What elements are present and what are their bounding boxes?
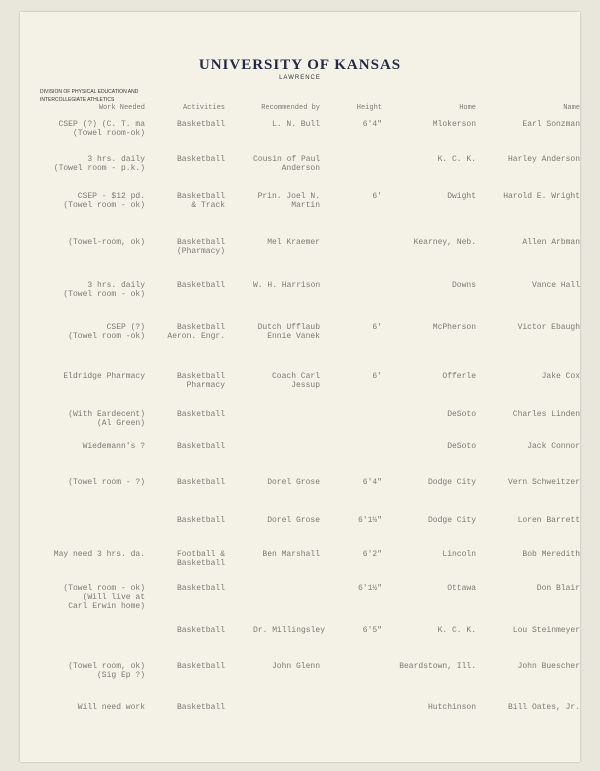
cell-work-needed: (Towel room, ok) (Sig Ep ?) (68, 662, 145, 680)
cell-recommended-by: Dr. Millingsley (253, 626, 326, 635)
table-row (20, 662, 580, 692)
document-page (20, 12, 580, 762)
cell-height: 6' (372, 323, 382, 332)
table-row (20, 410, 580, 440)
header-height: Height (356, 104, 382, 112)
cell-home: Ottawa (447, 584, 476, 593)
cell-work-needed: (Towel room - ok) (Will live at Carl Erwin home) (63, 584, 145, 611)
cell-work-needed: May need 3 hrs. da. (53, 550, 145, 559)
cell-name: John Buescher (517, 662, 580, 671)
cell-home: Beardstown, Ill. (399, 662, 476, 671)
cell-name: Harold E. Wright (503, 192, 580, 201)
cell-home: Dwight (447, 192, 476, 201)
cell-activities: Basketball & Track (176, 192, 225, 210)
table-row (20, 192, 580, 222)
cell-activities: Basketball (176, 410, 225, 419)
cell-home: Offerle (442, 372, 476, 381)
cell-home: Hutchinson (427, 703, 476, 712)
cell-recommended-by: Cousin of Paul Anderson (253, 155, 321, 173)
cell-activities: Basketball (176, 626, 225, 635)
cell-activities: Basketball (Pharmacy) (176, 238, 225, 256)
cell-recommended-by: Ben Marshall (262, 550, 320, 559)
table-row (20, 550, 580, 580)
cell-recommended-by: Dutch Ufflaub Ennie Vanek (257, 323, 320, 341)
cell-activities: Basketball (176, 662, 225, 671)
table-row (20, 626, 580, 656)
table-row (20, 584, 580, 614)
cell-activities: Basketball (176, 120, 225, 129)
table-row (20, 120, 580, 150)
cell-home: Mlokerson (432, 120, 476, 129)
cell-activities: Basketball (176, 703, 225, 712)
cell-home: DeSoto (447, 442, 476, 451)
cell-work-needed: (Towel-room, ok) (68, 238, 145, 247)
cell-work-needed: Will need work (77, 703, 145, 712)
cell-name: Allen Arbman (522, 238, 580, 247)
cell-name: Earl Sonzman (522, 120, 580, 129)
cell-height: 6'4" (362, 120, 382, 129)
table-row (20, 703, 580, 733)
cell-height: 6'4" (362, 478, 382, 487)
cell-recommended-by: John Glenn (271, 662, 320, 671)
cell-activities: Basketball (176, 442, 225, 451)
header-work: Work Needed (98, 104, 145, 112)
cell-name: Lou Steinmeyer (512, 626, 580, 635)
city-label: LAWRENCE (279, 75, 321, 81)
cell-activities: Basketball (176, 516, 225, 525)
header-recommended: Recommended by (261, 104, 320, 112)
cell-work-needed: CSEP (?) (C. T. ma (Towel room-ok) (58, 120, 145, 138)
cell-work-needed: 3 hrs. daily (Towel room - p.k.) (53, 155, 145, 173)
cell-name: Bill Oates, Jr. (507, 703, 580, 712)
cell-recommended-by: Dorel Grose (267, 478, 320, 487)
cell-activities: Basketball (176, 584, 225, 593)
cell-name: Loren Barrett (517, 516, 580, 525)
cell-recommended-by: Coach Carl Jessup (271, 372, 320, 390)
cell-home: Kearney, Neb. (413, 238, 476, 247)
table-row (20, 372, 580, 402)
cell-home: Dodge City (427, 516, 476, 525)
cell-work-needed: 3 hrs. daily (Towel room - ok) (63, 281, 145, 299)
table-row (20, 323, 580, 353)
division-line-2: INTERCOLLEGIATE ATHLETICS (40, 97, 115, 103)
cell-home: Dodge City (427, 478, 476, 487)
table-row (20, 516, 580, 546)
header-home: Home (459, 104, 476, 112)
cell-work-needed: (Towel room - ?) (68, 478, 145, 487)
cell-home: Lincoln (442, 550, 476, 559)
cell-height: 6'1½" (357, 516, 382, 525)
cell-activities: Basketball Pharmacy (176, 372, 225, 390)
cell-name: Vern Schweitzer (507, 478, 580, 487)
header-name: Name (563, 104, 580, 112)
table-row (20, 155, 580, 185)
cell-activities: Basketball (176, 155, 225, 164)
cell-activities: Football & Basketball (176, 550, 225, 568)
cell-name: Vance Hall (531, 281, 580, 290)
cell-name: Victor Ebaugh (517, 323, 580, 332)
cell-activities: Basketball (176, 281, 225, 290)
cell-work-needed: CSEP - $12 pd. (Towel room - ok) (63, 192, 145, 210)
table-row (20, 238, 580, 268)
cell-height: 6' (372, 192, 382, 201)
division-line-1: DIVISION OF PHYSICAL EDUCATION AND (40, 89, 139, 95)
cell-work-needed: Wiedemann's ? (82, 442, 145, 451)
cell-recommended-by: W. H. Harrison (253, 281, 321, 290)
cell-name: Jake Cox (541, 372, 580, 381)
cell-recommended-by: L. N. Bull (271, 120, 320, 129)
cell-work-needed: CSEP (?) (Towel room -ok) (68, 323, 145, 341)
header-activities: Activities (182, 104, 225, 112)
cell-name: Bob Meredith (522, 550, 580, 559)
cell-recommended-by: Mel Kraemer (267, 238, 320, 247)
table-row (20, 442, 580, 472)
cell-work-needed: Eldridge Pharmacy (63, 372, 145, 381)
table-row (20, 281, 580, 311)
cell-height: 6'2" (362, 550, 382, 559)
cell-activities: Basketball (176, 478, 225, 487)
cell-home: K. C. K. (437, 155, 476, 164)
division-label (40, 88, 190, 104)
cell-name: Harley Anderson (507, 155, 580, 164)
university-title: UNIVERSITY OF KANSAS (198, 57, 402, 73)
cell-home: Downs (451, 281, 476, 290)
cell-home: DeSoto (447, 410, 476, 419)
cell-home: K. C. K. (437, 626, 476, 635)
cell-work-needed: (With Eardecent) (Al Green) (68, 410, 145, 428)
cell-height: 6' (372, 372, 382, 381)
cell-home: McPherson (432, 323, 476, 332)
table-row (20, 478, 580, 508)
cell-height: 6'5" (362, 626, 382, 635)
cell-name: Don Blair (536, 584, 580, 593)
cell-name: Charles Linden (512, 410, 580, 419)
cell-name: Jack Connor (527, 442, 580, 451)
cell-activities: Basketball Aeron. Engr. (167, 323, 225, 341)
cell-recommended-by: Dorel Grose (267, 516, 320, 525)
cell-height: 6'1½" (357, 584, 382, 593)
cell-recommended-by: Prin. Joel N. Martin (257, 192, 320, 210)
